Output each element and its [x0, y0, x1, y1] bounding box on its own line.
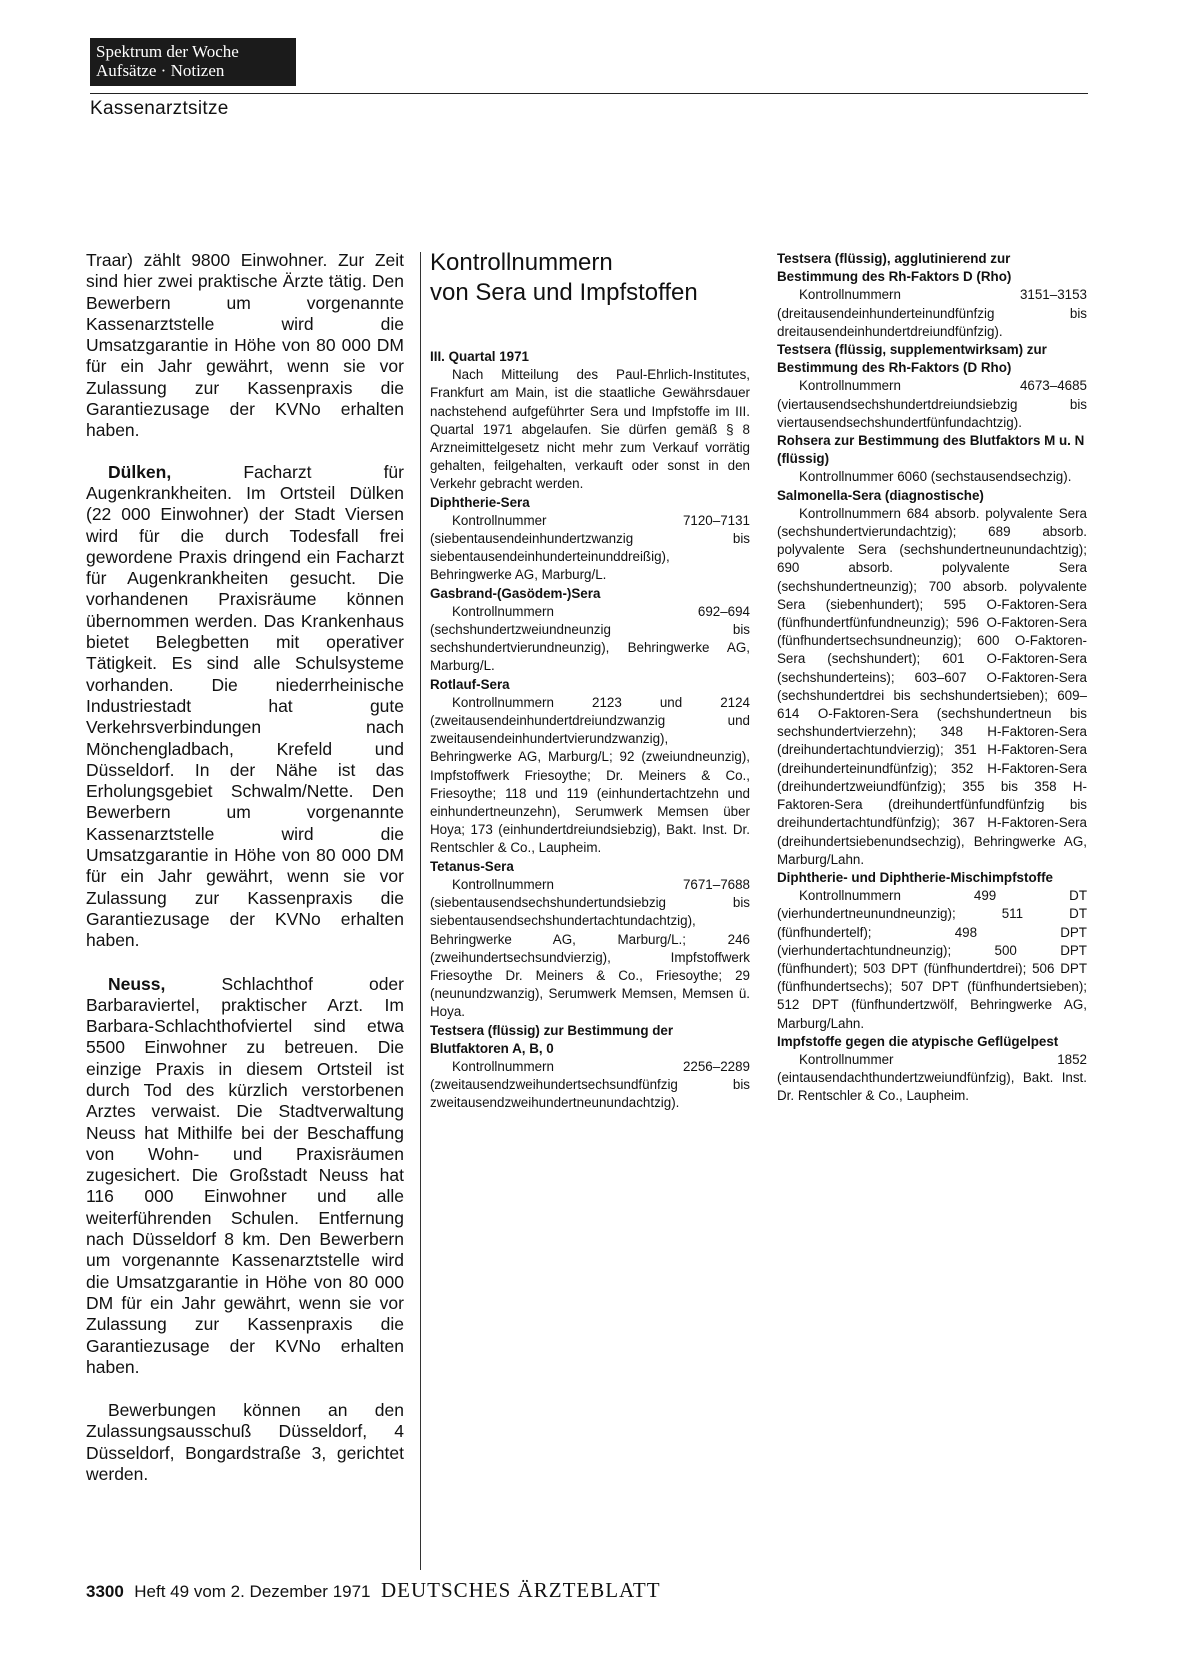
- article-title-line-2: von Sera und Impfstoffen: [430, 279, 698, 306]
- column-3: [777, 250, 1087, 1106]
- duelken-text: Facharzt für Augenkrankheiten. Im Ortsteil Dülken (22 000 Einwohner) der Stadt Viersen wird für die durch Todesfall frei gewordene Praxis dringend ein Facharzt für Augenkrankheiten gesucht. Die vorhandenen Praxisräume können übernommen werden. Das Krankenhaus bietet Belegbetten mit operativer Tätigkeit. Es sind alle Schulsysteme vorhanden. Die niederrheinische Industriestadt hat gute Verkehrsverbindungen nach Mönchengladbach, Krefeld und Düsseldorf. In der Nähe ist das Erholungsgebiet Schwalm/Nette. Den Bewerbern um vorgenannte Kassenarztstelle wird die Umsatzgarantie in Höhe von 80 000 DM für ein Jahr gewährt, wenn sie vor Zulassung zur Kassenpraxis die Garantiezusage der KVNo erhalten haben.: [86, 461, 404, 951]
- quarter-heading: III. Quartal 1971: [430, 349, 529, 364]
- page-number: 3300: [86, 1582, 124, 1601]
- heading-diphtherie-impfstoffe: Diphtherie- und Diphtherie-Mischimpfstoffe: [777, 869, 1053, 885]
- heading-tetanus-sera: Tetanus-Sera: [430, 858, 514, 874]
- rubric-line-2: Aufsätze · Notizen: [96, 61, 225, 80]
- heading-testsera-agglutinierend: Testsera (flüssig), agglutinierend zur Bestimmung des Rh-Faktors D (Rho): [777, 251, 1012, 285]
- text-gasbrand-sera: Kontrollnummern 692–694 (sechshundertzweiundneunzig bis sechshundertvierundneunzig), Behringwerke AG, Marburg/L.: [430, 603, 750, 674]
- issue-info: Heft 49 vom 2. Dezember 1971: [134, 1582, 371, 1601]
- heading-rotlauf-sera: Rotlauf-Sera: [430, 676, 510, 692]
- paragraph-neuss: [86, 974, 404, 1379]
- place-neuss: Neuss,: [108, 973, 166, 994]
- column-divider: [420, 252, 421, 1570]
- text-salmonella-sera: Kontrollnummern 684 absorb. polyvalente Sera (sechshundertvierundachtzig); 689 absorb. polyvalente Sera (sechshundertneunundachtzig); 690 absorb. polyvalente Sera (sechshundertneunzig); 700 absorb. polyvalente Sera (siebenhundert); 595 O-Faktoren-Sera (fünfhundertfünfundneunzig); 596 O-Faktoren-Sera (fünfhundertsechsundneunzig); 600 O-Faktoren-Sera (sechshundert); 601 O-Faktoren-Sera (sechshunderteins); 603–607 O-Faktoren-Sera (sechshundertdrei bis sechshundertsieben); 609–614 O-Faktoren-Sera (sechshundertneun bis sechshundertvierzehn); 348 H-Faktoren-Sera (dreihundertachtundvierzig); 351 H-Faktoren-Sera (dreihunderteinundfünfzig); 352 H-Faktoren-Sera (dreihundertzweiundfünfzig); 355 bis 358 H-Faktoren-Sera (dreihundertfünfundfünfzig bis dreihundertachtundfünfzig); 367 H-Faktoren-Sera (dreihundertsiebenundsechzig), Behringwerke AG, Marburg/Lahn.: [777, 505, 1087, 867]
- text-testsera-supplementwirksam: Kontrollnummern 4673–4685 (viertausendsechshundertdreiundsiebzig bis viertausendsechshundertfünfundachtzig).: [777, 378, 1087, 430]
- rubric-line-1: Spektrum der Woche: [96, 42, 239, 61]
- paragraph-duelken: [86, 462, 404, 952]
- intro-paragraph: Nach Mitteilung des Paul-Ehrlich-Institutes, Frankfurt am Main, ist die staatliche Gewährsdauer nachstehend aufgeführter Sera und Impfstoffe im III. Quartal 1971 abgelaufen. Sie dürfen gemäß § 8 Arzneimittelgesetz nicht mehr zum Verkauf vorrätig gehalten, feilgehalten, verkauft oder sonst in den Verkehr gebracht werden.: [430, 367, 750, 492]
- journal-name: DEUTSCHES ÄRZTEBLATT: [380, 1578, 661, 1602]
- heading-gasbrand-sera: Gasbrand-(Gasödem-)Sera: [430, 585, 601, 601]
- paragraph-traar: Traar) zählt 9800 Einwohner. Zur Zeit sind hier zwei praktische Ärzte tätig. Den Bewerbern um vorgenannte Kassenarztstelle wird die Umsatzgarantie in Höhe von 80 000 DM für ein Jahr gewährt, wenn sie vor Zulassung zur Kassenpraxis die Garantiezusage der KVNo erhalten haben.: [86, 250, 404, 441]
- place-duelken: Dülken,: [108, 461, 172, 482]
- heading-rohsera: Rohsera zur Bestimmung des Blutfaktors M u. N (flüssig): [777, 433, 1085, 467]
- header-rule: [90, 93, 1088, 94]
- heading-testsera-abo: Testsera (flüssig) zur Bestimmung der Blutfaktoren A, B, 0: [430, 1022, 674, 1056]
- text-tetanus-sera: Kontrollnummern 7671–7688 (siebentausendsechshundertundsiebzig bis siebentausendsechshundertachtundachtzig), Behringwerke AG, Marburg/L.; 246 (zweihundertsechsundvierzig), Impfstoffwerk Friesoythe Dr. Meiners & Co., Friesoythe; 29 (neunundzwanzig), Serumwerk Memsen, Memsen ü. Hoya.: [430, 876, 750, 1020]
- neuss-text: Schlachthof oder Barbaraviertel, praktischer Arzt. Im Barbara-Schlachthofviertel sind etwa 5500 Einwohner zu betreuen. Die einzige Praxis in diesem Ortsteil ist durch Tod des kürzlich verstorbenen Arztes verwaist. Die Stadtverwaltung Neuss hat Mithilfe bei der Beschaffung von Wohn- und Praxisräumen zugesichert. Die Großstadt Neuss hat 116 000 Einwohner und alle weiterführenden Schulen. Entfernung nach Düsseldorf 8 km. Den Bewerbern um vorgenannte Kassenarztstelle wird die Umsatzgarantie in Höhe von 80 000 DM für ein Jahr gewährt, wenn sie vor Zulassung zur Kassenpraxis die Garantiezusage der KVNo erhalten haben.: [86, 973, 404, 1377]
- heading-diphtherie-sera: Diphtherie-Sera: [430, 494, 530, 510]
- text-rohsera: Kontrollnummer 6060 (sechstausendsechzig).: [799, 469, 1072, 485]
- heading-gefluegelpest: Impfstoffe gegen die atypische Geflügelpest: [777, 1033, 1059, 1049]
- text-rotlauf-sera: Kontrollnummern 2123 und 2124 (zweitausendeinhundertdreiundzwanzig und zweitausendeinhundertvierundzwanzig), Behringwerke AG, Marburg/L; 92 (zweiundneunzig), Impfstoffwerk Friesoythe; Dr. Meiners & Co., Friesoythe; 118 und 119 (einhundertachtzehn und einhundertneunzehn), Serumwerk Memsen über Hoya; 173 (einhundertdreiundsiebzig), Bakt. Inst. Dr. Rentschler & Co., Laupheim.: [430, 694, 750, 856]
- page-footer: [86, 1578, 661, 1603]
- column-1: [86, 250, 404, 1485]
- article-title-line-1: Kontrollnummern: [430, 249, 613, 276]
- heading-salmonella-sera: Salmonella-Sera (diagnostische): [777, 487, 984, 503]
- section-label: Kassenarztsitze: [90, 98, 229, 119]
- text-diphtherie-sera: Kontrollnummer 7120–7131 (siebentausendeinhundertzwanzig bis siebentausendeinhunderteinunddreißig), Behringwerke AG, Marburg/L.: [430, 512, 750, 583]
- rubric-box: [90, 38, 296, 86]
- article-title: [430, 248, 750, 308]
- text-gefluegelpest: Kontrollnummer 1852 (eintausendachthundertzweiundfünfzig), Bakt. Inst. Dr. Rentschler & Co., Laupheim.: [777, 1051, 1087, 1104]
- column-2: [430, 248, 750, 1113]
- text-testsera-agglutinierend: Kontrollnummern 3151–3153 (dreitausendeinhunderteinundfünfzig bis dreitausendeinhundertdreiundfünfzig).: [777, 287, 1087, 339]
- heading-testsera-supplementwirksam: Testsera (flüssig, supplementwirksam) zur Bestimmung des Rh-Faktors (D Rho): [777, 342, 1047, 376]
- text-diphtherie-impfstoffe: Kontrollnummern 499 DT (vierhundertneunundneunzig); 511 DT (fünfhundertelf); 498 DPT (vierhundertachtundneunzig); 500 DPT (fünfhundert); 503 DPT (fünfhundertdrei); 506 DPT (fünfhundertsechs); 507 DPT (fünfhundertsieben); 512 DPT (fünfhundertzwölf, Behringwerke AG, Marburg/Lahn.: [777, 888, 1087, 1031]
- text-testsera-abo: Kontrollnummern 2256–2289 (zweitausendzweihundertsechsundfünfzig bis zweitausendzweihundertneunundachtzig).: [430, 1058, 750, 1111]
- paragraph-bewerbungen: Bewerbungen können an den Zulassungsausschuß Düsseldorf, 4 Düsseldorf, Bongardstraße 3, gerichtet werden.: [86, 1400, 404, 1485]
